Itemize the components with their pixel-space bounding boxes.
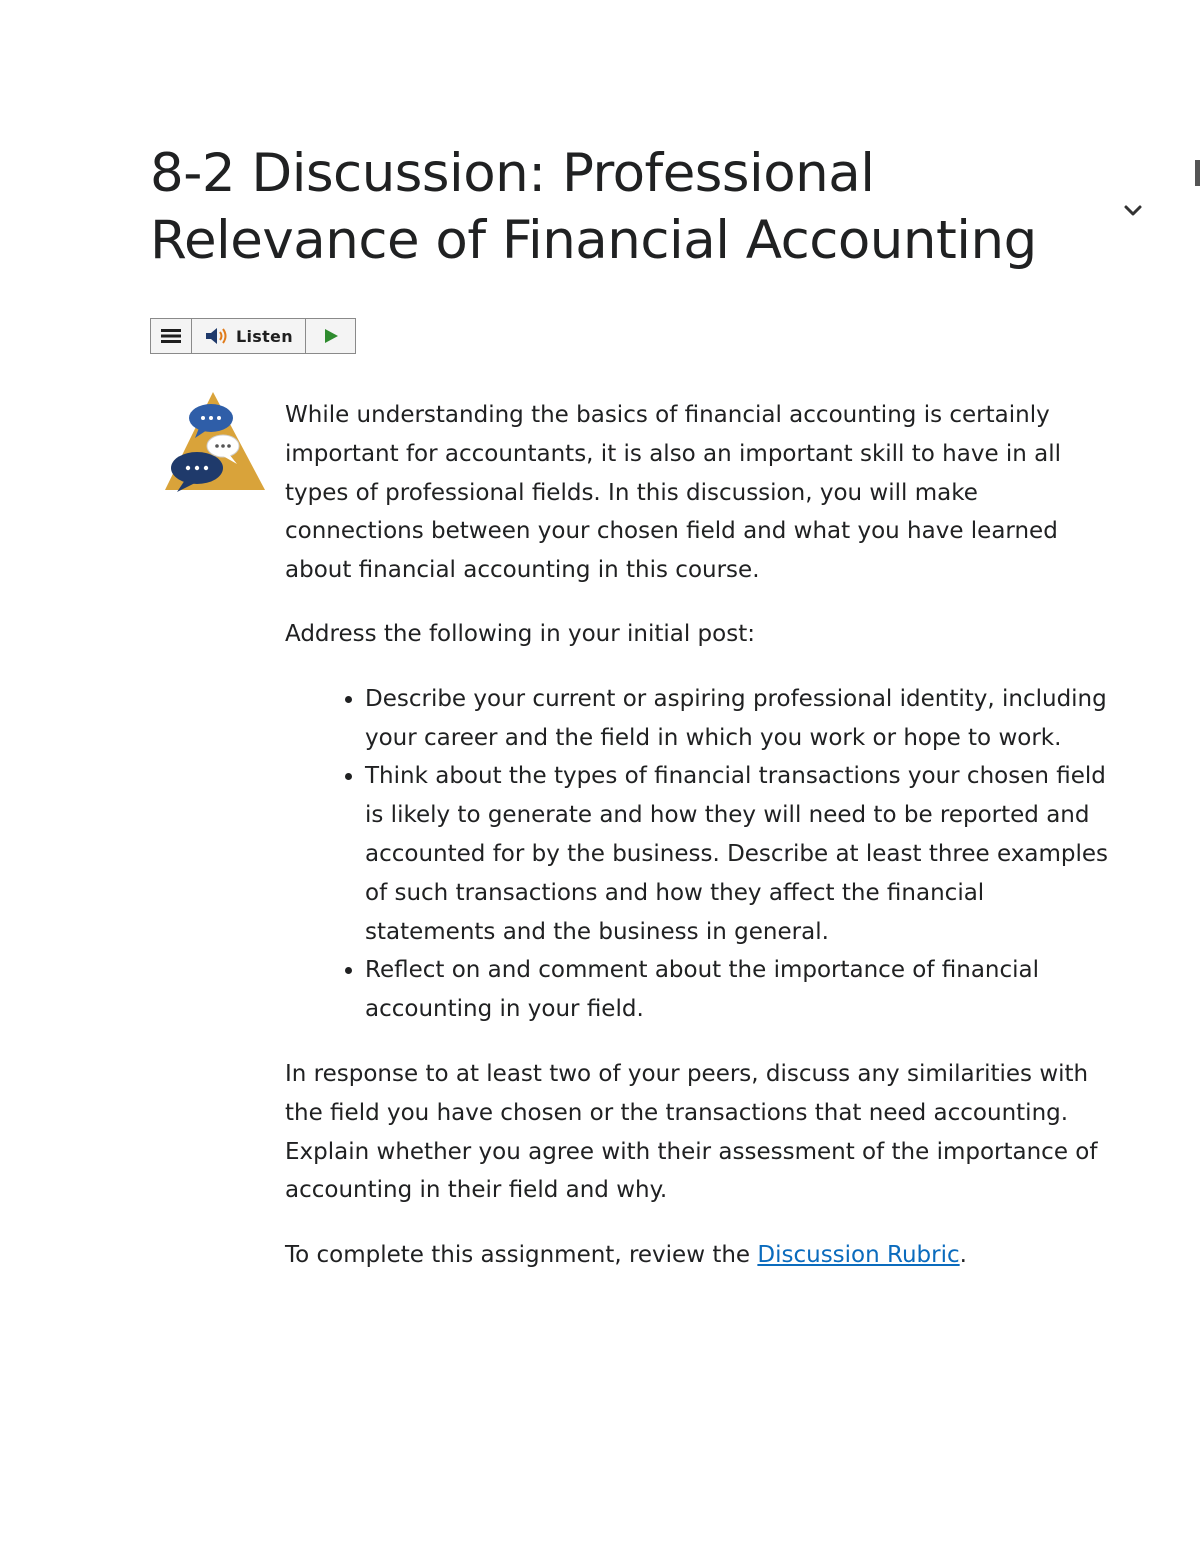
requirements-list xyxy=(285,680,1115,1029)
discussion-chat-bubbles-icon xyxy=(163,390,267,496)
address-prompt: Address the following in your initial post: xyxy=(285,620,755,647)
list-item: • Reflect on and comment about the importance of financial accounting in your field. xyxy=(365,951,1115,1029)
menu-icon xyxy=(160,327,182,345)
listen-toolbar xyxy=(150,318,356,354)
play-button[interactable] xyxy=(306,319,355,353)
complete-paragraph xyxy=(285,1236,1115,1275)
intro-paragraph: While understanding the basics of financial accounting is certainly important for accountants, it is also an important skill to have in all types of professional fields. In this discussion, you will make connections between your chosen field and what you have learned about financial accounting in this course. xyxy=(285,402,1062,584)
list-item: • Think about the types of financial transactions your chosen field is likely to generate and how they will need to be reported and accounted for by the business. Describe at least three examples of such transactions and how they affect the financial statements and the business in general. xyxy=(365,757,1115,951)
complete-suffix: . xyxy=(959,1242,967,1269)
scrollbar-edge xyxy=(1195,160,1200,186)
chevron-down-icon xyxy=(1118,196,1148,226)
speaker-icon xyxy=(204,325,230,347)
play-icon xyxy=(322,327,340,345)
complete-prefix: To complete this assignment, review the xyxy=(285,1242,758,1269)
collapse-button[interactable] xyxy=(1118,196,1148,226)
list-item: • Describe your current or aspiring professional identity, including your career and the field in which you work or hope to work. xyxy=(365,680,1115,758)
page-title: 8-2 Discussion: Professional Relevance of Financial Accounting xyxy=(150,143,1037,271)
listen-button[interactable] xyxy=(192,319,306,353)
discussion-illustration xyxy=(163,390,267,496)
peers-paragraph: In response to at least two of your peers, discuss any similarities with the field you have chosen or the transactions that need accounting. Explain whether you agree with their assessment of the importance of accounting in their field and why. xyxy=(285,1060,1098,1204)
discussion-rubric-link[interactable]: Discussion Rubric xyxy=(757,1242,960,1269)
listen-menu-button[interactable] xyxy=(151,319,192,353)
listen-label: Listen xyxy=(236,326,293,346)
discussion-content xyxy=(285,396,1115,1275)
